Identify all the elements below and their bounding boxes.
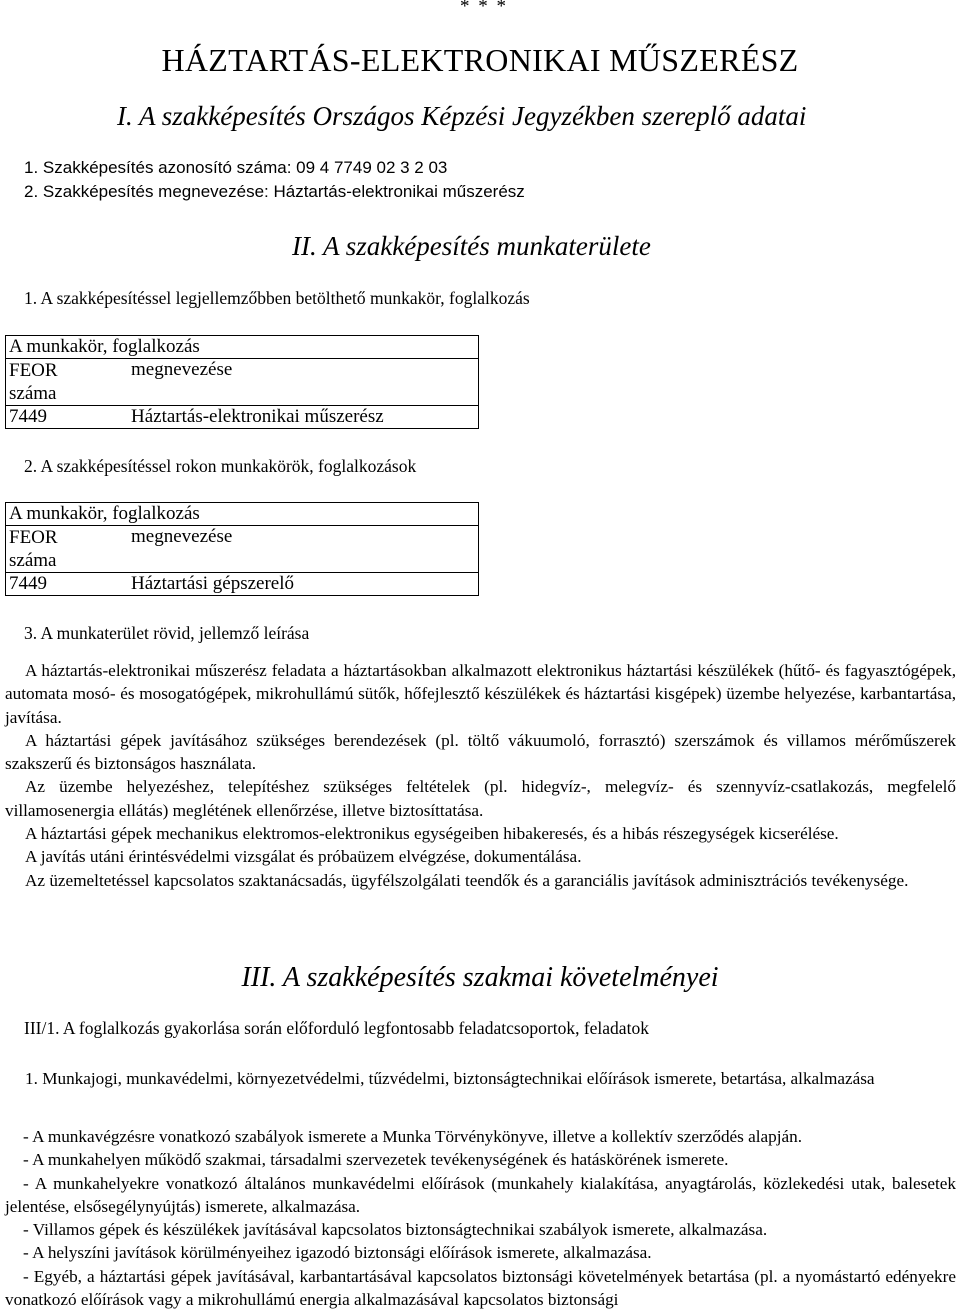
list-item: - Egyéb, a háztartási gépek javításával, karbantartásával kapcsolatos biztonsági követelmények betartása (pl. a nyomástartó edényekre vonatkozó előírások vagy a mikrohullámú energia alkalmazásával kapcsolatos biztonsági [5,1266,956,1310]
occupation-table-1 [5,335,479,429]
name-column-header: megnevezése [121,526,479,573]
section1-title: I. A szakképesítés Országos Képzési Jegyzékben szereplő adatai [117,101,807,131]
feor-column-header [6,526,122,573]
subsection-2-3-title: 3. A munkaterület rövid, jellemző leírása [24,623,310,643]
list-item: - Villamos gépek és készülékek javításával kapcsolatos biztonságtechnikai szabályok ismerete, alkalmazása. [23,1220,768,1240]
list-item: - A munkavégzésre vonatkozó szabályok ismerete a Munka Törvénykönyve, illetve a kollektív szerződés alapján. [23,1127,803,1146]
list-item: - A munkahelyen működő szakmai, társadalmi szervezetek tevékenységének és hatáskörének ismerete. [23,1150,729,1170]
table-header: A munkakör, foglalkozás [6,503,479,526]
description-paragraph: Az üzemeltetéssel kapcsolatos szaktanácsadás, ügyfélszolgálati teendők és a garanciális javítások adminisztrációs tevékenysége. [25,870,909,890]
document-title: HÁZTARTÁS-ELEKTRONIKAI MŰSZERÉSZ [161,42,799,78]
feor-column-header [6,359,122,406]
feor-label: FEOR [9,527,58,548]
description-paragraph: A háztartási gépek mechanikus elektromos-elektronikus egységeiben hibakeresés, és a hibás részegységek kicserélése. [25,824,839,844]
feor-number-label: száma [9,550,57,571]
qualification-name-line: 2. Szakképesítés megnevezése: Háztartás-elektronikai műszerész [24,182,525,201]
description-paragraph: A javítás utáni érintésvédelmi vizsgálat és próbaüzem elvégzése, dokumentálása. [25,847,582,867]
feor-code-cell: 7449 [6,406,122,429]
occupation-table-2 [5,502,479,596]
task-group-1: 1. Munkajogi, munkavédelmi, környezetvédelmi, tűzvédelmi, biztonságtechnikai előírások ismerete, betartása, alkalmazása [25,1069,875,1088]
list-item: - A helyszíni javítások körülményeihez igazodó biztonsági előírások ismerete, alkalmazása. [23,1243,652,1263]
occupation-name-cell: Háztartási gépszerelő [121,573,479,596]
occupation-name-cell: Háztartás-elektronikai műszerész [121,406,479,429]
table-header: A munkakör, foglalkozás [6,336,479,359]
task-list [5,1125,956,1311]
description-paragraph: Az üzembe helyezéshez, telepítéshez szükséges feltételek (pl. hidegvíz-, melegvíz- és szennyvíz-csatlakozás, megfelelő villamosenergia ellátás) meglétének ellenőrzése, illetve biztosíttatása. [5,777,956,820]
subsection-2-1-title: 1. A szakképesítéssel legjellemzőbben betölthető munkakör, foglalkozás [24,288,530,308]
list-item: - A munkahelyekre vonatkozó általános munkavédelmi előírások (munkahely kialakítása, anyagtárolás, közlekedési utak, balesetek jelentése, elsősegélynyújtás) ismerete, alkalmazása. [5,1173,956,1216]
decorative-stars: * * * [460,0,508,17]
feor-label: FEOR [9,360,58,381]
name-column-header: megnevezése [121,359,479,406]
qualification-id-line: 1. Szakképesítés azonosító száma: 09 4 7749 02 3 2 03 [24,158,448,177]
feor-number-label: száma [9,383,57,404]
work-area-description [5,659,956,892]
section3-title: III. A szakképesítés szakmai követelményei [241,962,719,993]
subsection-2-2-title: 2. A szakképesítéssel rokon munkakörök, foglalkozások [24,456,417,476]
section2-title: II. A szakképesítés munkaterülete [292,231,651,261]
subsection-3-1-title: III/1. A foglalkozás gyakorlása során előforduló legfontosabb feladatcsoportok, feladatok [24,1018,649,1038]
feor-code-cell: 7449 [6,573,122,596]
description-paragraph: A háztartási gépek javításához szükséges berendezések (pl. töltő vákuumoló, forrasztó) szerszámok és villamos mérőműszerek szakszerű és biztonságos használata. [5,730,956,774]
description-paragraph: A háztartás-elektronikai műszerész feladata a háztartásokban alkalmazott elektronikus háztartási készülékek (hűtő- és fagyasztógépek, automata mosó- és mosogatógépek, mikrohullámú sütők, hőfejlesztő készülékek és háztartási kisgépek) üzembe helyezése, karbantartása, javítása. [5,661,956,727]
